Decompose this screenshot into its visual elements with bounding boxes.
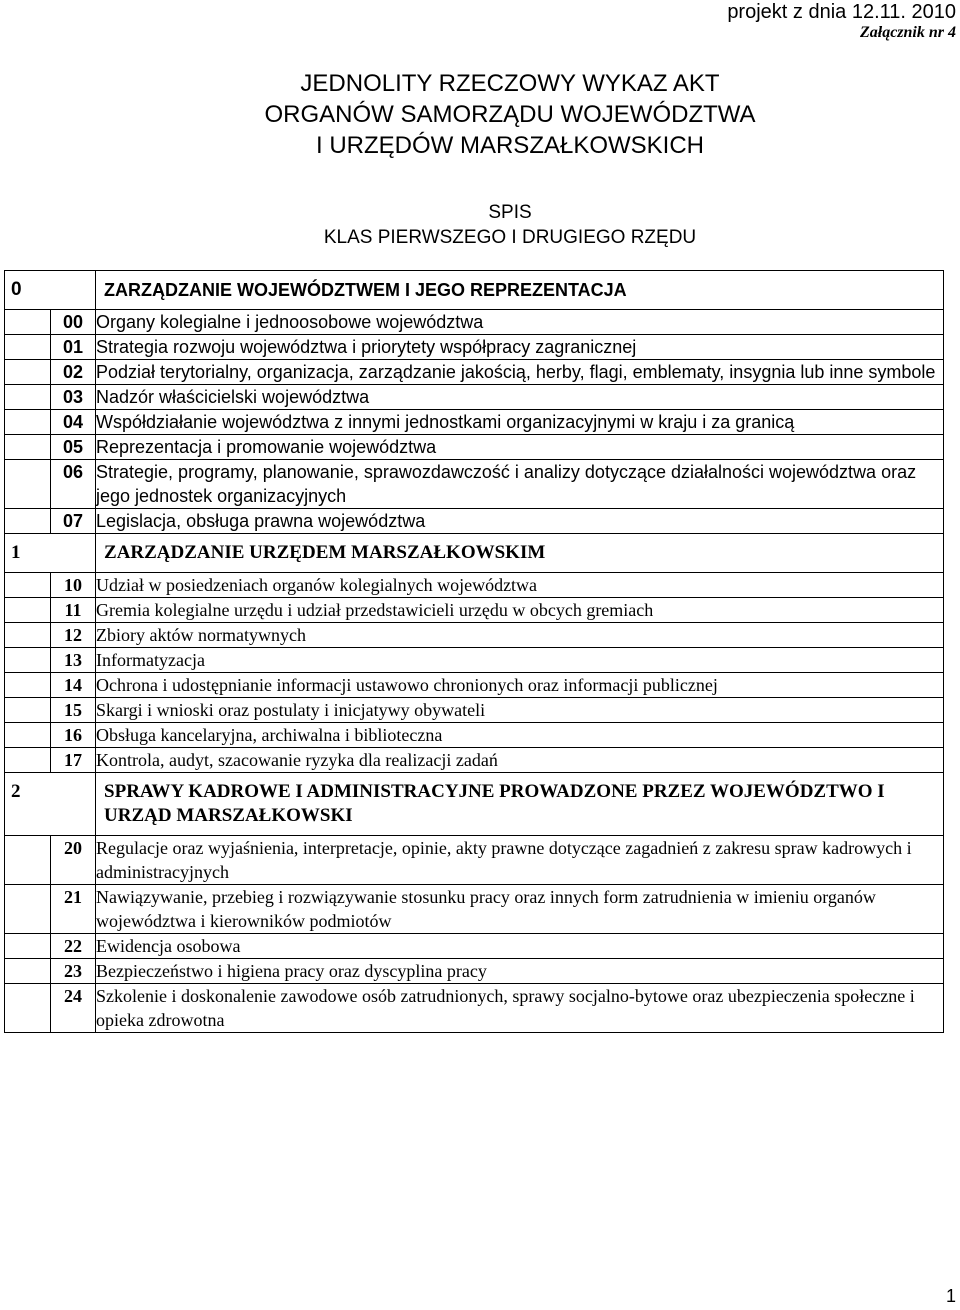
- page-number: 1: [945, 1286, 956, 1306]
- class-name: Reprezentacja i promowanie województwa: [96, 435, 944, 460]
- class-row: [5, 598, 944, 623]
- class-code: 05: [51, 435, 96, 460]
- class-name: Udział w posiedzeniach organów kolegialnych województwa: [96, 573, 944, 598]
- class-name: Kontrola, audyt, szacowanie ryzyka dla realizacji zadań: [96, 748, 944, 773]
- class-code: 06: [51, 460, 96, 509]
- class-code: 01: [51, 335, 96, 360]
- section-row: [5, 773, 944, 836]
- section-code: 1: [5, 534, 96, 573]
- class-name: Skargi i wnioski oraz postulaty i inicjatywy obywateli: [96, 698, 944, 723]
- attachment-label: Załącznik nr 4: [859, 24, 956, 41]
- section-code: 2: [5, 773, 96, 836]
- class-name: Regulacje oraz wyjaśnienia, interpretacje, opinie, akty prawne dotyczące zagadnień z zakresu spraw kadrowych i administracyjnych: [96, 836, 944, 885]
- section-name: SPRAWY KADROWE I ADMINISTRACYJNE PROWADZONE PRZEZ WOJEWÓDZTWO I URZĄD MARSZAŁKOWSKI: [96, 773, 944, 836]
- class-row: [5, 836, 944, 885]
- class-name: Podział terytorialny, organizacja, zarządzanie jakością, herby, flagi, emblematy, insygnia lub inne symbole: [96, 360, 944, 385]
- section-name: ZARZĄDZANIE URZĘDEM MARSZAŁKOWSKIM: [96, 534, 944, 573]
- class-name: Obsługa kancelaryjna, archiwalna i biblioteczna: [96, 723, 944, 748]
- document-title: [140, 68, 880, 161]
- class-row: [5, 984, 944, 1033]
- class-code: 23: [51, 959, 96, 984]
- class-code: 04: [51, 410, 96, 435]
- subtitle-line: SPIS: [488, 202, 532, 223]
- class-name: Nawiązywanie, przebieg i rozwiązywanie stosunku pracy oraz innych form zatrudnienia w imieniu organów województwa i kierowników podmiotów: [96, 885, 944, 934]
- class-row: [5, 573, 944, 598]
- class-code: 16: [51, 723, 96, 748]
- class-name: Organy kolegialne i jednoosobowe województwa: [96, 310, 944, 335]
- class-row: [5, 748, 944, 773]
- class-row: [5, 673, 944, 698]
- class-row: [5, 885, 944, 934]
- class-name: Strategia rozwoju województwa i priorytety współpracy zagranicznej: [96, 335, 944, 360]
- section-code: 0: [5, 271, 96, 310]
- class-name: Zbiory aktów normatywnych: [96, 623, 944, 648]
- class-code: 11: [51, 598, 96, 623]
- class-row: [5, 310, 944, 335]
- title-line: JEDNOLITY RZECZOWY WYKAZ AKT: [300, 70, 720, 97]
- class-row: [5, 335, 944, 360]
- class-row: [5, 385, 944, 410]
- class-name: Gremia kolegialne urzędu i udział przedstawicieli urzędu w obcych gremiach: [96, 598, 944, 623]
- title-line: ORGANÓW SAMORZĄDU WOJEWÓDZTWA: [264, 101, 756, 128]
- class-row: [5, 509, 944, 534]
- class-row: [5, 723, 944, 748]
- class-name: Ewidencja osobowa: [96, 934, 944, 959]
- document-subtitle: [120, 200, 900, 250]
- class-code: 15: [51, 698, 96, 723]
- class-code: 03: [51, 385, 96, 410]
- class-code: 20: [51, 836, 96, 885]
- class-row: [5, 460, 944, 509]
- class-name: Współdziałanie województwa z innymi jednostkami organizacyjnymi w kraju i za granicą: [96, 410, 944, 435]
- section-name: ZARZĄDZANIE WOJEWÓDZTWEM I JEGO REPREZENTACJA: [96, 271, 944, 310]
- class-name: Legislacja, obsługa prawna województwa: [96, 509, 944, 534]
- class-row: [5, 648, 944, 673]
- class-name: Nadzór właścicielski województwa: [96, 385, 944, 410]
- class-code: 12: [51, 623, 96, 648]
- section-row: [5, 271, 944, 310]
- class-row: [5, 360, 944, 385]
- class-code: 17: [51, 748, 96, 773]
- class-row: [5, 698, 944, 723]
- class-code: 10: [51, 573, 96, 598]
- class-name: Szkolenie i doskonalenie zawodowe osób zatrudnionych, sprawy socjalno-bytowe oraz ubezpieczenia społeczne i opieka zdrowotna: [96, 984, 944, 1033]
- class-code: 13: [51, 648, 96, 673]
- class-code: 21: [51, 885, 96, 934]
- class-name: Informatyzacja: [96, 648, 944, 673]
- class-code: 02: [51, 360, 96, 385]
- class-name: Bezpieczeństwo i higiena pracy oraz dyscyplina pracy: [96, 959, 944, 984]
- class-row: [5, 934, 944, 959]
- class-code: 07: [51, 509, 96, 534]
- class-name: Ochrona i udostępnianie informacji ustawowo chronionych oraz informacji publicznej: [96, 673, 944, 698]
- class-row: [5, 435, 944, 460]
- class-row: [5, 410, 944, 435]
- class-code: 00: [51, 310, 96, 335]
- class-row: [5, 959, 944, 984]
- class-code: 14: [51, 673, 96, 698]
- classification-table: [4, 270, 944, 1033]
- section-row: [5, 534, 944, 573]
- class-row: [5, 623, 944, 648]
- title-line: I URZĘDÓW MARSZAŁKOWSKICH: [315, 132, 705, 159]
- class-name: Strategie, programy, planowanie, sprawozdawczość i analizy dotyczące działalności województwa oraz jego jednostek organizacyjnych: [96, 460, 944, 509]
- subtitle-line: KLAS PIERWSZEGO I DRUGIEGO RZĘDU: [323, 227, 697, 248]
- class-code: 24: [51, 984, 96, 1033]
- class-code: 22: [51, 934, 96, 959]
- document-date: projekt z dnia 12.11. 2010: [727, 1, 956, 23]
